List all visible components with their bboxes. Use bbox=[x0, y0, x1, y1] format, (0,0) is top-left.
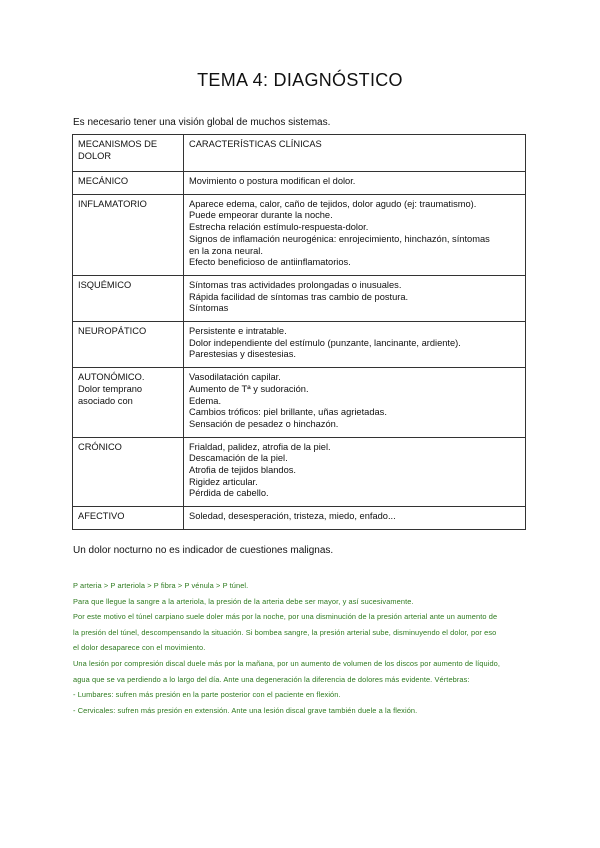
features-cell bbox=[184, 437, 526, 507]
mechanism-text: INFLAMATORIO bbox=[78, 198, 147, 209]
green-notes bbox=[73, 578, 533, 718]
header-text: CARACTERÍSTICAS CLÍNICAS bbox=[189, 139, 322, 149]
feature-text: Sensación de pesadez o hinchazón. bbox=[189, 418, 339, 429]
mechanism-cell bbox=[73, 275, 184, 321]
feature-text: Movimiento o postura modifican el dolor. bbox=[189, 176, 356, 186]
table-row bbox=[73, 507, 526, 530]
feature-text: Puede empeorar durante la noche. bbox=[189, 210, 333, 221]
green-note-line: Por este motivo el túnel carpiano suele doler más por la noche, por una disminución de la presión arterial ante un aumento de bbox=[73, 612, 498, 622]
feature-text: Aparece edema, calor, caño de tejidos, dolor agudo (ej: traumatismo). bbox=[189, 198, 477, 209]
mechanism-text: asociado con bbox=[78, 395, 133, 406]
mechanism-cell bbox=[73, 437, 184, 507]
nocturnal-pain-note: Un dolor nocturno no es indicador de cuestiones malignas. bbox=[73, 545, 334, 556]
feature-text: Vasodilatación capilar. bbox=[189, 372, 281, 383]
green-note-line: la presión del túnel, descompensando la situación. Si bombea sangre, la presión arterial sube, disminuyendo el dolor, por eso bbox=[73, 627, 497, 637]
features-cell bbox=[184, 368, 526, 438]
table-row bbox=[73, 172, 526, 195]
mechanism-cell bbox=[73, 194, 184, 275]
table-row bbox=[73, 275, 526, 321]
feature-text: Descamación de la piel. bbox=[189, 453, 288, 464]
mechanism-text: AUTONÓMICO. bbox=[78, 372, 145, 383]
features-cell bbox=[184, 507, 526, 530]
mechanism-text: Dolor temprano bbox=[78, 383, 143, 394]
mechanism-cell bbox=[73, 322, 184, 368]
table-row bbox=[73, 194, 526, 275]
table-row bbox=[73, 322, 526, 368]
feature-text: Síntomas tras actividades prolongadas o inusuales. bbox=[189, 279, 402, 290]
green-note-line: el dolor desaparece con el movimiento. bbox=[73, 643, 206, 653]
mechanism-text: AFECTIVO bbox=[78, 511, 125, 522]
feature-text: Efecto beneficioso de antiinflamatorios. bbox=[189, 257, 351, 268]
table-header-row bbox=[73, 135, 526, 172]
mechanism-cell bbox=[73, 368, 184, 438]
features-cell bbox=[184, 172, 526, 195]
header-mechanism-cell bbox=[73, 135, 184, 172]
features-cell bbox=[184, 194, 526, 275]
green-note-line: - Lumbares: sufren más presión en la parte posterior con el paciente en flexión. bbox=[73, 690, 341, 700]
table-row bbox=[73, 437, 526, 507]
green-note-line: agua que se va perdiendo a lo largo del día. Ante una degeneración la diferencia de dolores más evidente. Vértebras: bbox=[73, 674, 470, 684]
green-note-line: Para que llegue la sangre a la arteriola, la presión de la arteria debe ser mayor, y así sucesivamente. bbox=[73, 596, 414, 606]
table-row bbox=[73, 368, 526, 438]
feature-text: Cambios tróficos: piel brillante, uñas agrietadas. bbox=[189, 407, 387, 418]
mechanism-text: CRÓNICO bbox=[78, 441, 122, 452]
mechanism-text: NEUROPÁTICO bbox=[78, 326, 147, 337]
mechanism-cell bbox=[73, 507, 184, 530]
feature-text: Soledad, desesperación, tristeza, miedo, enfado... bbox=[189, 511, 396, 522]
feature-text: Estrecha relación estímulo-respuesta-dolor. bbox=[189, 222, 369, 233]
pain-mechanisms-table bbox=[72, 134, 526, 530]
feature-text: en la zona neural. bbox=[189, 245, 263, 256]
header-features-cell bbox=[184, 135, 526, 172]
feature-text: Dolor independiente del estímulo (punzante, lancinante, ardiente). bbox=[189, 337, 461, 348]
features-cell bbox=[184, 322, 526, 368]
feature-text: Aumento de Tª y sudoración. bbox=[189, 383, 309, 394]
header-text: DOLOR bbox=[78, 150, 112, 161]
feature-text: Signos de inflamación neurogénica: enrojecimiento, hinchazón, síntomas bbox=[189, 233, 490, 244]
feature-text: Pérdida de cabello. bbox=[189, 488, 269, 499]
feature-text: Parestesias y disestesias. bbox=[189, 349, 296, 360]
mechanism-text: MECÁNICO bbox=[78, 176, 129, 186]
feature-text: Rápida facilidad de síntomas tras cambio de postura. bbox=[189, 291, 409, 302]
green-note-line: Una lesión por compresión discal duele más por la mañana, por un aumento de volumen de los discos por aumento de líquido, bbox=[73, 658, 501, 668]
page-title: TEMA 4: DIAGNÓSTICO bbox=[197, 70, 403, 90]
feature-text: Frialdad, palidez, atrofia de la piel. bbox=[189, 441, 331, 452]
mechanism-text: ISQUÉMICO bbox=[78, 279, 132, 290]
feature-text: Rigidez articular. bbox=[189, 476, 258, 487]
green-note-line: - Cervicales: sufren más presión en extensión. Ante una lesión discal grave también duele a la flexión. bbox=[73, 705, 418, 715]
feature-text: Edema. bbox=[189, 395, 222, 406]
intro-text: Es necesario tener una visión global de muchos sistemas. bbox=[73, 117, 331, 128]
header-text: MECANISMOS DE bbox=[78, 139, 158, 149]
feature-text: Atrofia de tejidos blandos. bbox=[189, 465, 296, 476]
feature-text: Persistente e intratable. bbox=[189, 326, 287, 337]
feature-text: Síntomas bbox=[189, 303, 229, 314]
mechanism-cell bbox=[73, 172, 184, 195]
features-cell bbox=[184, 275, 526, 321]
green-note-line: P arteria > P arteriola > P fibra > P vénula > P túnel. bbox=[73, 581, 249, 590]
